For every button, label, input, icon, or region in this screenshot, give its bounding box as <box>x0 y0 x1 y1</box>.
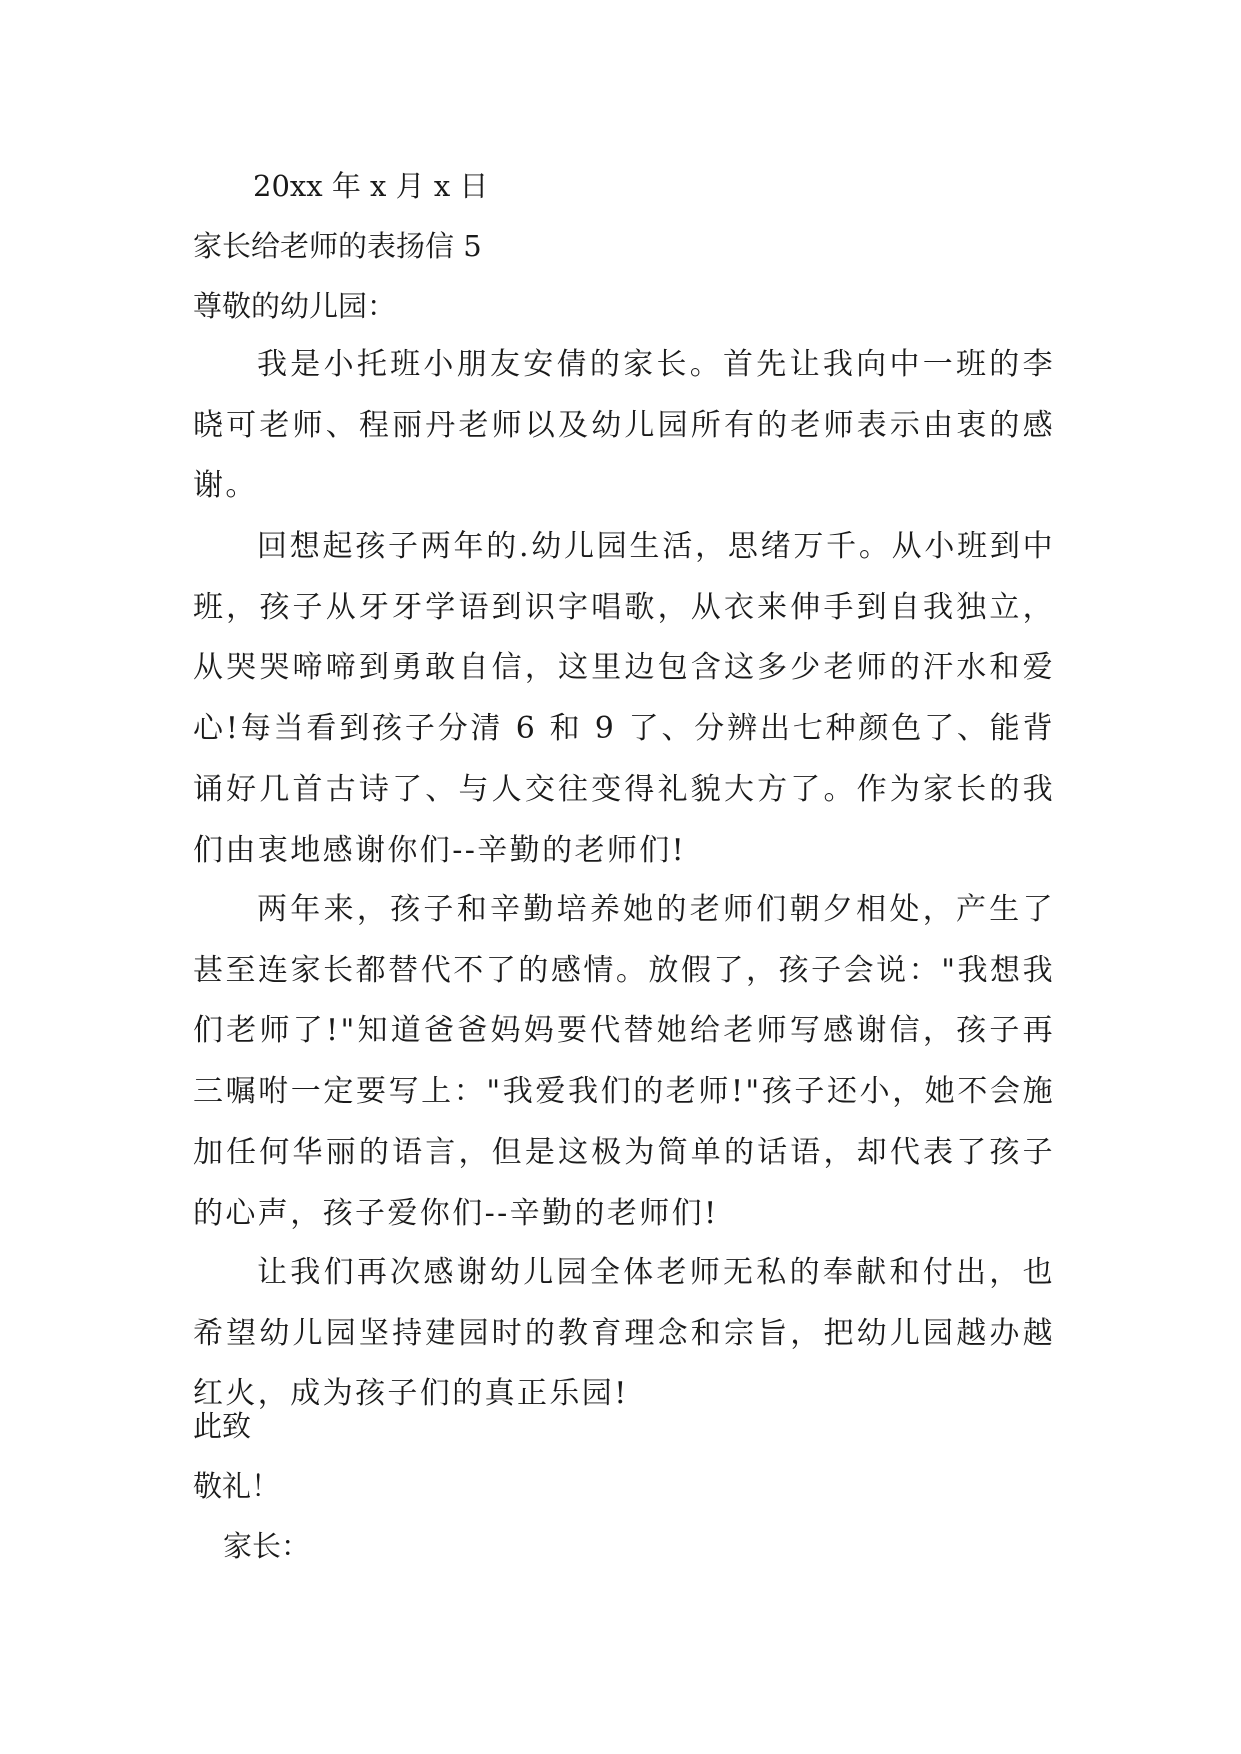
salutation: 尊敬的幼儿园： <box>193 289 397 323</box>
closing-regards: 此致 <box>193 1409 252 1443</box>
signature-label: 家长： <box>223 1529 311 1563</box>
closing-salute: 敬礼！ <box>193 1469 281 1503</box>
paragraph-4: 让我们再次感谢幼儿园全体老师无私的奉献和付出，也希望幼儿园坚持建园时的教育理念和宗旨，把幼儿园越办越红火，成为孩子们的真正乐园! <box>193 1255 1055 1412</box>
paragraph-2: 回想起孩子两年的.幼儿园生活，思绪万千。从小班到中班，孩子从牙牙学语到识字唱歌，从衣来伸手到自我独立，从哭哭啼啼到勇敢自信，这里边包含这多少老师的汗水和爱心!每当看到孩子分清 6 和 9 了、分辨出七种颜色了、能背诵好几首古诗了、与人交往变得礼貌大方了。作为家长的我们由衷地感谢你们--辛勤的老师们! <box>193 529 1055 868</box>
paragraph-3: 两年来，孩子和辛勤培养她的老师们朝夕相处，产生了甚至连家长都替代不了的感情。放假了，孩子会说："我想我们老师了!"知道爸爸妈妈要代替她给老师写感谢信，孩子再三嘱咐一定要写上："我爱我们的老师!"孩子还小，她不会施加任何华丽的语言，但是这极为简单的话语，却代表了孩子的心声，孩子爱你们--辛勤的老师们! <box>193 892 1055 1231</box>
letter-title: 家长给老师的表扬信 5 <box>193 229 482 263</box>
paragraph-1: 我是小托班小朋友安倩的家长。首先让我向中一班的李晓可老师、程丽丹老师以及幼儿园所有的老师表示由衷的感谢。 <box>193 347 1055 504</box>
date-line: 20xx 年 x 月 x 日 <box>253 169 489 203</box>
